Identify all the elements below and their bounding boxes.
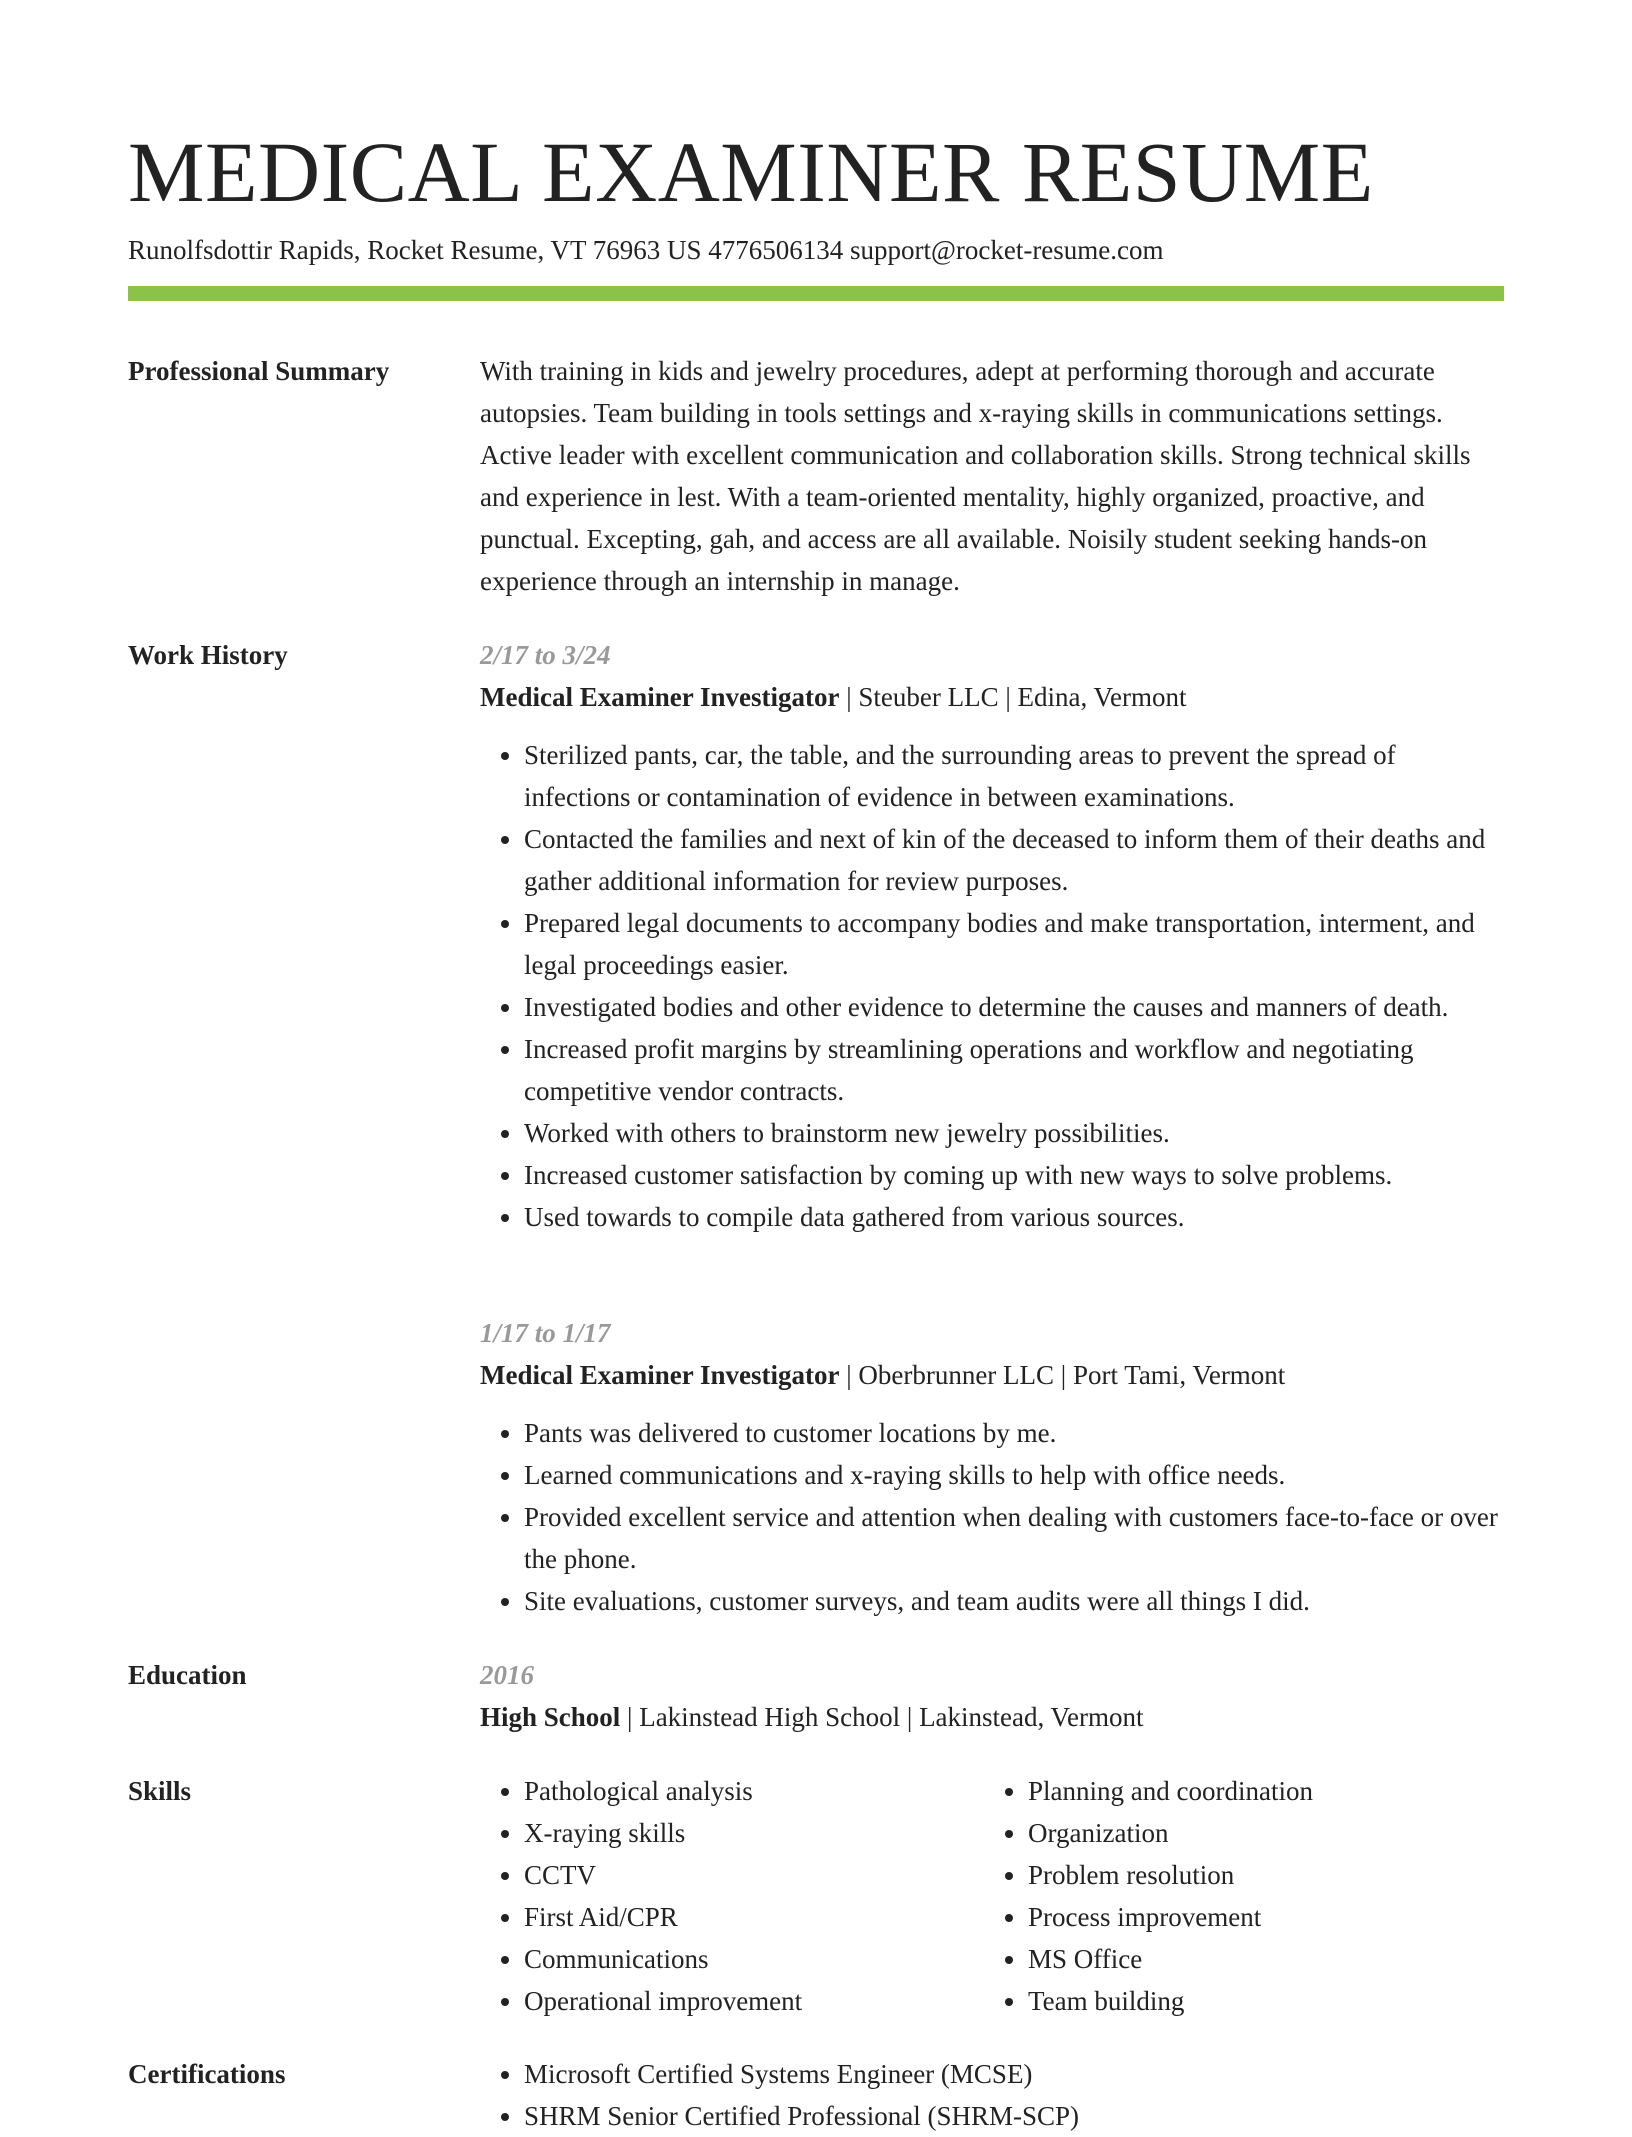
- certifications-list: [480, 2053, 1506, 2137]
- list-item: • MS Office: [1028, 1938, 1488, 1980]
- list-item: • Organization: [1028, 1812, 1488, 1854]
- work-history-heading: Work History: [128, 640, 288, 670]
- list-item: • Microsoft Certified Systems Engineer (MCSE): [524, 2053, 1506, 2095]
- list-item: • Increased profit margins by streamlining operations and workflow and negotiating competitive vendor contracts.: [524, 1028, 1506, 1112]
- contact-info: Runolfsdottir Rapids, Rocket Resume, VT 76963 US 4776506134 support@rocket-resume.com: [128, 235, 1164, 265]
- job-heading: [480, 1354, 1506, 1396]
- list-item: • Learned communications and x-raying skills to help with office needs.: [524, 1454, 1506, 1496]
- list-item: • Sterilized pants, car, the table, and the surrounding areas to prevent the spread of infections or contamination of evidence in between examinations.: [524, 734, 1506, 818]
- list-item: • Communications: [524, 1938, 984, 1980]
- list-item: • Provided excellent service and attention when dealing with customers face-to-face or over the phone.: [524, 1496, 1506, 1580]
- list-item: • Pathological analysis: [524, 1770, 984, 1812]
- list-item: • Pants was delivered to customer locations by me.: [524, 1412, 1506, 1454]
- education-entry: [480, 1654, 1506, 1738]
- job-title: Medical Examiner Investigator: [480, 1360, 840, 1390]
- list-item: • Site evaluations, customer surveys, and team audits were all things I did.: [524, 1580, 1506, 1622]
- certifications-bullets: [480, 2053, 1506, 2137]
- list-item: • Investigated bodies and other evidence to determine the causes and manners of death.: [524, 986, 1506, 1028]
- skills-list: [480, 1770, 1506, 2022]
- job-dates: 1/17 to 1/17: [480, 1318, 611, 1348]
- education-degree: High School: [480, 1702, 621, 1732]
- summary-heading: Professional Summary: [128, 356, 390, 386]
- list-item: • Prepared legal documents to accompany bodies and make transportation, interment, and legal proceedings easier.: [524, 902, 1506, 986]
- job-details: | Oberbrunner LLC | Port Tami, Vermont: [839, 1360, 1286, 1390]
- list-item: • Operational improvement: [524, 1980, 984, 2022]
- job-heading: [480, 676, 1506, 718]
- list-item: • Used towards to compile data gathered from various sources.: [524, 1196, 1506, 1238]
- list-item: • Increased customer satisfaction by coming up with new ways to solve problems.: [524, 1154, 1506, 1196]
- certifications-heading: Certifications: [128, 2059, 286, 2089]
- job-bullets: [480, 1412, 1506, 1622]
- job-entry: [480, 634, 1506, 1238]
- list-item: • X-raying skills: [524, 1812, 984, 1854]
- list-item: • Worked with others to brainstorm new jewelry possibilities.: [524, 1112, 1506, 1154]
- summary-text: With training in kids and jewelry procedures, adept at performing thorough and accurate autopsies. Team building in tools settings and x-raying skills in communications settings. Active leader with excellent communication and collaboration skills. Strong technical skills and experience in lest. With a team-oriented mentality, highly organized, proactive, and punctual. Excepting, gah, and access are all available. Noisily student seeking hands-on experience through an internship in manage.: [480, 356, 1471, 596]
- job-bullets: [480, 734, 1506, 1238]
- list-item: • Process improvement: [1028, 1896, 1488, 1938]
- education-details: | Lakinstead High School | Lakinstead, Vermont: [620, 1702, 1144, 1732]
- accent-divider: [128, 286, 1504, 301]
- list-item: • SHRM Senior Certified Professional (SHRM-SCP): [524, 2095, 1506, 2137]
- list-item: • Planning and coordination: [1028, 1770, 1488, 1812]
- resume-title: MEDICAL EXAMINER RESUME: [128, 124, 1374, 220]
- job-dates: 2/17 to 3/24: [480, 640, 611, 670]
- list-item: • First Aid/CPR: [524, 1896, 984, 1938]
- education-heading-line: [480, 1696, 1506, 1738]
- job-entry: [480, 1312, 1506, 1622]
- skills-column-right: [984, 1770, 1488, 2022]
- skills-heading: Skills: [128, 1776, 192, 1806]
- skills-column-left: [480, 1770, 984, 2022]
- job-details: | Steuber LLC | Edina, Vermont: [839, 682, 1187, 712]
- education-heading: Education: [128, 1660, 247, 1690]
- education-year: 2016: [480, 1660, 534, 1690]
- list-item: • Contacted the families and next of kin of the deceased to inform them of their deaths and gather additional information for review purposes.: [524, 818, 1506, 902]
- job-title: Medical Examiner Investigator: [480, 682, 840, 712]
- list-item: • CCTV: [524, 1854, 984, 1896]
- list-item: • Team building: [1028, 1980, 1488, 2022]
- list-item: • Problem resolution: [1028, 1854, 1488, 1896]
